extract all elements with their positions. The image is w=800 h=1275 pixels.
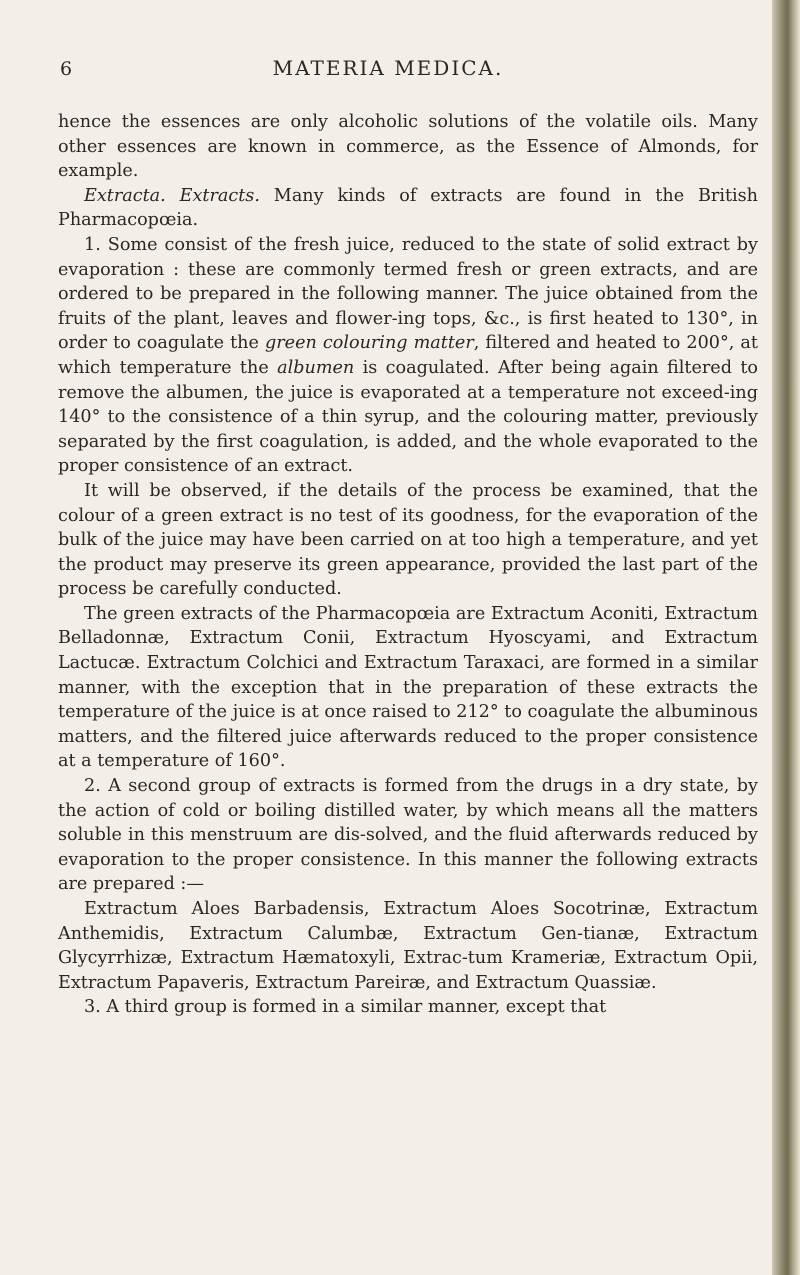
text-segment: 1. Some consist of the fresh juice, reduced to the state of solid extract by evaporation : these are commonly termed fresh or green extracts, and are ordered to be prepared in the following manner. The juice obtained from the fruits of the plant, leaves and flower-ing tops, &c., is first heated to 130°, in order to coagulate the: [58, 234, 758, 354]
paragraph-green-extracts: The green extracts of the Pharmacopœia are Extractum Aconiti, Extractum Belladonnæ, Extractum Conii, Extractum Hyoscyami, and Extractum Lactucæ. Extractum Colchici and Extractum Taraxaci, are formed in a similar manner, with the exception that in the preparation of these extracts the temperature of the juice is at once raised to 212° to coagulate the albuminous matters, and the filtered juice afterwards reduced to the proper consistence at a temperature of 160°.: [58, 603, 758, 772]
running-title: MATERIA MEDICA.: [272, 56, 504, 80]
text-segment: is coagulated. After being again filtered to remove the albumen, the juice is evaporated at a temperature not exceed-ing 140° to the consistence of a thin syrup, and the colouring matter, previously separated by the first coagulation, is added, and the whole evaporated to the proper consistence of an extract.: [58, 357, 758, 477]
paragraph-extracta-text: Many kinds of extracts are found in the British Pharmacopœia.: [58, 185, 759, 231]
italic-term-green-colouring: green colouring matter: [265, 333, 474, 354]
page-number: 6: [60, 58, 73, 80]
paragraph-essences-end: hence the essences are only alcoholic solutions of the volatile oils. Many other essences are known in commerce, as the Essence of Almonds, for example.: [58, 112, 758, 182]
heading-english: Extracts.: [179, 185, 260, 206]
paragraph-third-group: 3. A third group is formed in a similar manner, except that: [84, 997, 607, 1018]
italic-term-albumen: albumen: [277, 357, 355, 378]
body-text: [58, 110, 758, 1020]
paragraph-extract-list: Extractum Aloes Barbadensis, Extractum Aloes Socotrinæ, Extractum Anthemidis, Extractum Calumbæ, Extractum Gen-tianæ, Extractum Glycyrrhizæ, Extractum Hæmatoxyli, Extrac-tum Krameriæ, Extractum Opii, Extractum Papaveris, Extractum Pareiræ, and Extractum Quassiæ.: [58, 899, 758, 993]
page-edge-shadow: [772, 0, 800, 1275]
paragraph-observation: It will be observed, if the details of the process be examined, that the colour of a green extract is no test of its goodness, for the evaporation of the bulk of the juice may have been carried on at too high a temperature, and yet the product may preserve its green appearance, provided the last part of the process be carefully conducted.: [58, 480, 758, 600]
paragraph-fresh-juice: [58, 233, 758, 479]
paragraph-extracta: [58, 184, 758, 233]
paragraph-second-group: 2. A second group of extracts is formed from the drugs in a dry state, by the action of cold or boiling distilled water, by which means all the matters soluble in this menstruum are dis-solved, and the fluid afterwards reduced by evaporation to the proper consistence. In this manner the following extracts are prepared :—: [58, 776, 758, 895]
heading-latin: Extracta.: [84, 185, 166, 206]
text-segment: , filtered and heated to 200°, at which temperature the: [58, 333, 758, 378]
